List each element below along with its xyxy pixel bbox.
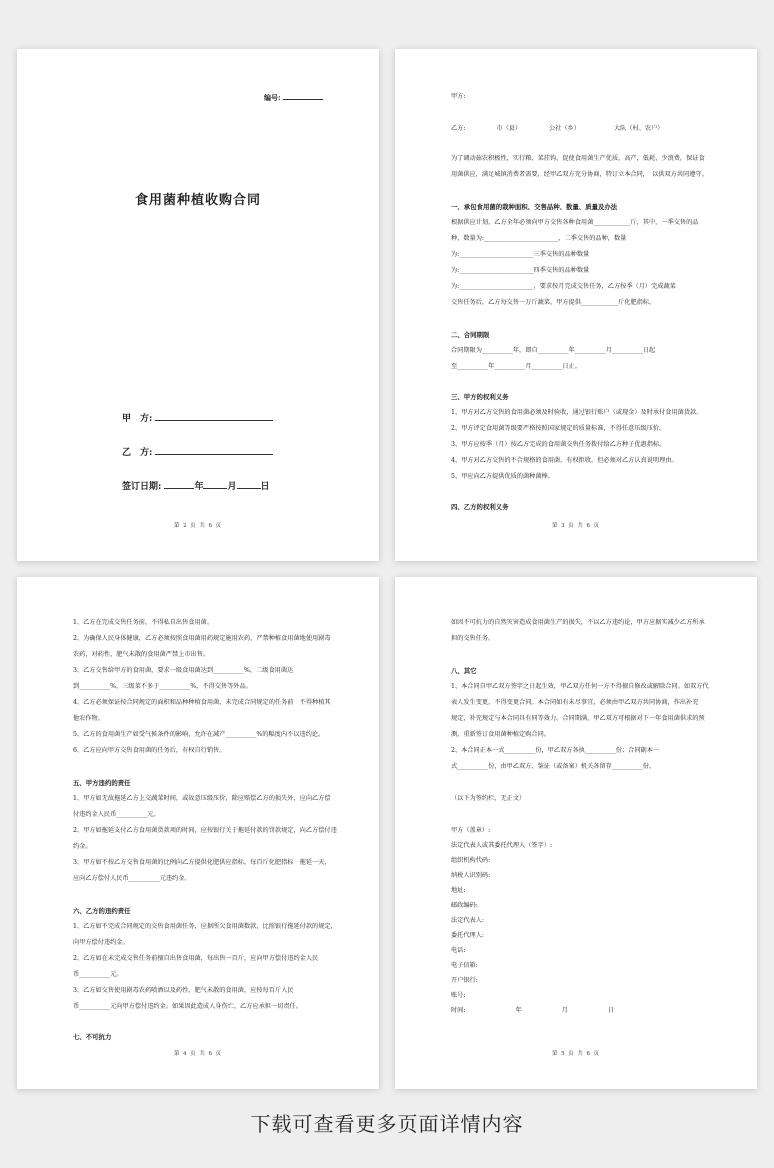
text-line: 5、甲应向乙方提供优质的菌种菌棒。 bbox=[451, 473, 554, 480]
text-line: 向甲方偿付违约金。 bbox=[73, 939, 129, 946]
contract-number-blank bbox=[283, 93, 323, 100]
sign-field: 电话: bbox=[451, 947, 466, 954]
sign-field: 组织机构代码: bbox=[451, 857, 491, 864]
section-heading: 二、合同期限 bbox=[451, 331, 490, 339]
text-line: 2、乙方如在未完成交售任务前擅自出售食用菌，每出售一百斤，应向甲方偿付违约金人民 bbox=[73, 955, 319, 962]
text-line: 2、甲方如拖延支付乙方食用菌货款项的时间，应按银行关于拖延付款的罚款规定，向乙方偿付违 bbox=[73, 827, 337, 834]
date-year: 年 bbox=[515, 1007, 522, 1014]
text-line: 1、本合同自甲乙双方签字之日起生效，甲乙双方任何一方不得擅自修改或解除合同。如双方代 bbox=[451, 683, 709, 690]
month-blank bbox=[203, 482, 227, 489]
sign-field: 法定代表人: bbox=[451, 917, 485, 924]
section-heading: 五、甲方违约的责任 bbox=[73, 779, 131, 787]
text-line: 他农作物。 bbox=[73, 715, 104, 722]
sign-field: 甲方（盖章）: bbox=[451, 827, 491, 834]
sign-field: 法定代表人或其委托代理人（签字）: bbox=[451, 842, 553, 849]
sign-date-row bbox=[122, 479, 270, 492]
text-line: 付违约金人民币__________元。 bbox=[73, 811, 160, 818]
sign-field: 委托代理人: bbox=[451, 932, 485, 939]
text-line: 到__________%，三级菜不多于__________%，不得交售等外品。 bbox=[73, 683, 252, 690]
text-line: 表人发生变更，不得变更合同。本合同如有未尽事宜，必须由甲乙双方共同协商，作出补充 bbox=[451, 699, 699, 706]
text-line: 4、乙方必须保证按合同规定的面积和品种种植食用菌，未完成合同规定的任务前 不得种植其 bbox=[73, 699, 331, 706]
page-4 bbox=[395, 577, 757, 1089]
section-heading: 八、其它 bbox=[451, 667, 477, 675]
text-line: 2、本合同正本一式__________份，甲乙双方各执__________份；合同副本一 bbox=[451, 747, 660, 754]
text-line: 为了调动菇农积极性，实行粮、菜挂钩，促使食用菌生产优质、高产，低耗、少浪费，保证食 bbox=[451, 155, 705, 162]
blank-note: （以下为签约栏，无正文） bbox=[451, 795, 526, 802]
text-line: 币__________元。 bbox=[73, 971, 123, 978]
text-line: 至__________年__________月__________日止。 bbox=[451, 363, 581, 370]
party-a-label: 甲 方: bbox=[122, 414, 153, 424]
text-line: 甲方: bbox=[451, 93, 466, 100]
sign-field: 开户银行: bbox=[451, 977, 478, 984]
text-line: 币__________元向甲方偿付违约金。如果因此造成人身伤亡，乙方应承担一切责任。 bbox=[73, 1003, 302, 1010]
text-line: 为:________________________三季交售的品种数量 bbox=[451, 251, 590, 258]
document-title: 食用菌种植收购合同 bbox=[134, 193, 261, 208]
page-3 bbox=[17, 577, 379, 1089]
date-month: 月 bbox=[561, 1007, 568, 1014]
page-footer: 第 4 页 共 6 页 bbox=[174, 1051, 222, 1057]
text-line: 1、乙方在完成交售任务前，不得私自出售食用菌。 bbox=[73, 619, 214, 626]
text-line: 3、甲方应按季（月）按乙方完成的食用菌交售任务拨付给乙方种子优惠指标。 bbox=[451, 441, 666, 448]
text-line: 如因不可抗力的自然灾害造成食用菌生产的损失，不以乙方违约论，甲方应据实减少乙方所承 bbox=[451, 619, 705, 626]
text-line: 测，重新签订食用菌种植定购合同。 bbox=[451, 731, 550, 738]
year-label: 年 bbox=[194, 482, 204, 492]
section-heading: 六、乙方的违约责任 bbox=[73, 907, 131, 915]
text-line: 2、甲方评定食用菌等级要严格按照国家规定的质量标准，不得任意压级压价。 bbox=[451, 425, 666, 432]
date-day: 日 bbox=[607, 1007, 614, 1014]
sign-field: 账号: bbox=[451, 992, 466, 999]
party-b-label: 乙 方: bbox=[122, 448, 153, 458]
date-label: 时间: bbox=[451, 1007, 466, 1014]
text-line: 乙方: 市（县） 公社（乡） 大队（村、农户） bbox=[451, 125, 664, 132]
sign-field: 邮政编码: bbox=[451, 902, 478, 909]
sign-field: 地址: bbox=[451, 887, 466, 894]
cover-page bbox=[17, 49, 379, 561]
section-heading: 三、甲方的权利义务 bbox=[451, 393, 509, 401]
text-line: 6、乙方应向甲方交售食用菌的任务后，有权自行销售。 bbox=[73, 747, 226, 754]
download-caption: 下载可查看更多页面详情内容 bbox=[250, 1112, 524, 1136]
year-blank bbox=[164, 482, 194, 489]
text-line: 1、甲方对乙方交售的食用菌必须及时验收，通过银行账户（或现金）及时承付食用菌货款。 bbox=[451, 409, 703, 416]
text-line: 约金。 bbox=[73, 843, 92, 850]
text-line: 农药，对药性、肥气未散的食用菌严禁上市出售。 bbox=[73, 651, 210, 658]
section-heading: 四、乙方的权利义务 bbox=[451, 503, 509, 511]
sign-date-row bbox=[451, 1007, 614, 1015]
text-line: 交售任务后，乙方每交售一万斤蔬菜，甲方提供____________斤化肥指标。 bbox=[451, 299, 656, 306]
text-line: 3、甲方如不按乙方交售食用菌的比例向乙方提供化肥供应指标，每百斤化肥指标 拖延一天， bbox=[73, 859, 331, 866]
day-blank bbox=[237, 482, 261, 489]
page-footer: 第 3 页 共 6 页 bbox=[552, 523, 600, 529]
text-line: 5、乙方的食用菌生产如受气候条件的影响，允许在减产__________%的幅度内不以违约论。 bbox=[73, 731, 325, 738]
day-label: 日 bbox=[260, 482, 270, 492]
page-footer: 第 2 页 共 6 页 bbox=[174, 523, 222, 529]
sign-date-label: 签订日期: bbox=[122, 482, 162, 492]
party-b-blank bbox=[155, 448, 273, 455]
page-2 bbox=[395, 49, 757, 561]
text-line: 根据供应计划，乙方全年必须向甲方交售各种食用菌____________斤，其中，一季交售的品 bbox=[451, 219, 699, 226]
sign-field: 电子信箱: bbox=[451, 962, 478, 969]
text-line: 2、为确保人民身体健康，乙方必须按照食用菌用药规定施用农药，严禁种植食用菌地使用剧毒 bbox=[73, 635, 331, 642]
text-line: 用菌供应，满足城镇消费者需要，经甲乙双方充分协商，特订立本合同， 以供双方共同遵守。 bbox=[451, 171, 708, 178]
section-heading: 一、承包食用菌的栽种面积、交售品种、数量、质量及办法 bbox=[451, 203, 618, 211]
text-line: 种，数量为:________________________，二季交售的品种，数量 bbox=[451, 235, 627, 242]
party-a-blank bbox=[155, 414, 273, 421]
text-line: 3、乙方交售给甲方的食用菌，要求一级食用菌达到__________%，二级食用菌达 bbox=[73, 667, 294, 674]
contract-number-label: 编号: bbox=[263, 93, 281, 102]
text-line: 应向乙方偿付人民币__________元违约金。 bbox=[73, 875, 191, 882]
party-a-row bbox=[122, 411, 273, 424]
text-line: 为:________________________四季交售的品种数量 bbox=[451, 267, 590, 274]
text-line: 式__________份，由甲乙双方、鉴证（或备案）机关各留存__________份。 bbox=[451, 763, 656, 770]
sign-field: 纳税人识别码: bbox=[451, 872, 491, 879]
month-label: 月 bbox=[227, 482, 237, 492]
party-b-row bbox=[122, 445, 273, 458]
text-line: 3、乙方如交售使用剧毒农药喷洒以及药性、肥气未散的食用菌，应按每百斤人民 bbox=[73, 987, 294, 994]
text-line: 为:________________________，要求按月完成交售任务，乙方按季（月）完成蔬菜 bbox=[451, 283, 676, 290]
text-line: 合同期限为__________年，即自__________年__________月__________日起 bbox=[451, 347, 656, 354]
section-heading: 七、不可抗力 bbox=[73, 1033, 112, 1041]
text-line: 规定，补充规定与本合同具有同等效力。合同期满，甲乙双方可根据对下一年食用菌供求的预 bbox=[451, 715, 705, 722]
text-line: 1、乙方如不完成合同规定的交售食用菌任务，应据所欠食用菌数款，比照银行拖延付款的规定， bbox=[73, 923, 337, 930]
text-line: 1、甲方如无故拖延乙方上交蔬菜时间，或故意压级压价，除应赔偿乙方的损失外，应向乙方偿 bbox=[73, 795, 331, 802]
contract-number bbox=[264, 93, 323, 103]
page-footer: 第 5 页 共 6 页 bbox=[552, 1051, 600, 1057]
text-line: 担的交售任务。 bbox=[451, 635, 495, 642]
text-line: 4、甲方对乙方交售的不合规格的食用菌，有权拒收，但必须对乙方认真说明理由。 bbox=[451, 457, 678, 464]
